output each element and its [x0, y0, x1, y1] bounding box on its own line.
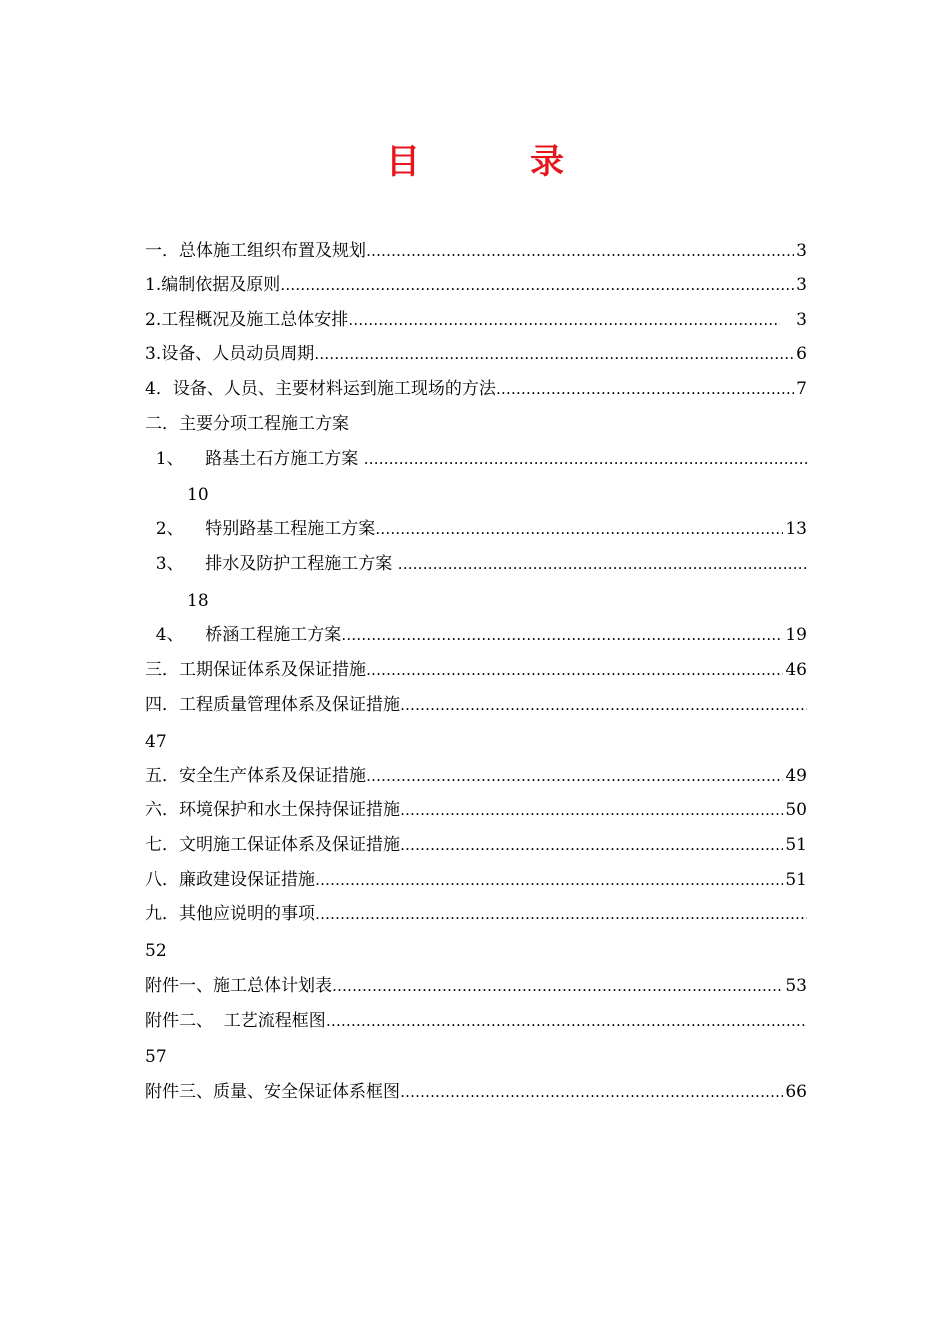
toc-entry[interactable]	[145, 869, 807, 891]
leader-dots	[348, 309, 780, 331]
toc-entry-page: 10	[187, 485, 209, 505]
toc-entry[interactable]	[145, 799, 807, 821]
leader-dots	[400, 1081, 783, 1103]
toc-entry[interactable]	[145, 274, 807, 296]
toc-entry-label: 八．廉政建设保证措施	[145, 870, 315, 890]
toc-entry-page: 7	[796, 379, 807, 399]
toc-entry-page: 53	[785, 976, 807, 996]
toc-entry-page: 50	[785, 800, 807, 820]
toc-entry[interactable]	[145, 518, 807, 540]
toc-entry-page: 3	[796, 241, 807, 261]
toc-entry[interactable]	[145, 343, 807, 365]
page-title	[0, 138, 950, 186]
leader-dots	[400, 799, 783, 821]
toc-entry-page: 47	[145, 732, 167, 752]
leader-dots	[400, 694, 807, 716]
toc-entry-label: 4、 桥涵工程施工方案	[145, 625, 342, 645]
leader-dots	[366, 659, 783, 681]
leader-dots	[496, 378, 794, 400]
toc-entry-label: 六．环境保护和水土保持保证措施	[145, 800, 400, 820]
leader-dots	[341, 624, 783, 646]
toc-entry[interactable]	[145, 834, 807, 856]
leader-dots	[364, 448, 807, 470]
toc-entry-page: 46	[785, 660, 807, 680]
toc-entry-page: 18	[187, 591, 209, 611]
leader-dots	[400, 834, 783, 856]
toc-entry-page: 13	[785, 519, 807, 539]
toc-entry-page: 19	[785, 625, 807, 645]
leader-dots	[280, 274, 794, 296]
toc-entry[interactable]	[145, 1081, 807, 1103]
toc-entry-label: 3.设备、人员动员周期	[145, 344, 315, 364]
leader-dots	[332, 975, 783, 997]
toc-entry-label: 四．工程质量管理体系及保证措施	[145, 695, 400, 715]
leader-dots	[398, 553, 807, 575]
toc-entry-page: 52	[145, 941, 167, 961]
toc-entry-label: 1.编制依据及原则	[145, 275, 281, 295]
toc-entry-label: 三．工期保证体系及保证措施	[145, 660, 366, 680]
toc-entry-page: 51	[785, 870, 807, 890]
toc-entry-label: 3、 排水及防护工程施工方案	[145, 554, 398, 574]
toc-entry[interactable]	[145, 240, 807, 262]
toc-entry-label: 附件一、施工总体计划表	[145, 976, 332, 996]
toc-section-heading[interactable]	[145, 413, 349, 435]
title-char-2: 录	[530, 142, 564, 182]
toc-entry-label: 五．安全生产体系及保证措施	[145, 766, 366, 786]
toc-entry-label: 七．文明施工保证体系及保证措施	[145, 835, 400, 855]
toc-entry-page: 57	[145, 1047, 167, 1067]
toc-entry-label: 一．总体施工组织布置及规划	[145, 241, 366, 261]
toc-entry-label: 2、 特别路基工程施工方案	[145, 519, 376, 539]
toc-entry-page: 3	[796, 275, 807, 295]
toc-entry-page: 3	[796, 310, 807, 330]
toc-entry-label: 1、 路基土石方施工方案	[145, 449, 364, 469]
leader-dots	[315, 869, 783, 891]
toc-entry-label: 4．设备、人员、主要材料运到施工现场的方法	[145, 379, 496, 399]
toc-entry-page: 66	[785, 1082, 807, 1102]
toc-entry-label: 附件三、质量、安全保证体系框图	[145, 1082, 400, 1102]
toc-entry[interactable]	[145, 624, 807, 646]
toc-entry[interactable]	[145, 765, 807, 787]
toc-entry[interactable]	[145, 553, 807, 575]
leader-dots	[314, 343, 794, 365]
leader-dots	[315, 903, 807, 925]
toc-entry[interactable]	[145, 378, 807, 400]
title-char-1: 目	[386, 142, 420, 182]
toc-entry[interactable]	[145, 448, 807, 470]
toc-entry[interactable]	[145, 309, 807, 331]
leader-dots	[366, 240, 794, 262]
toc-entry[interactable]	[145, 975, 807, 997]
toc-entry-label: 九．其他应说明的事项	[145, 904, 315, 924]
toc-entry-label: 2.工程概况及施工总体安排	[145, 310, 349, 330]
toc-entry-label: 二．主要分项工程施工方案	[145, 414, 349, 434]
toc-entry-page: 51	[785, 835, 807, 855]
toc-entry[interactable]	[145, 694, 807, 716]
toc-entry-page: 49	[785, 766, 807, 786]
leader-dots	[366, 765, 783, 787]
toc-entry[interactable]	[145, 903, 807, 925]
toc-entry[interactable]	[145, 659, 807, 681]
leader-dots	[375, 518, 783, 540]
leader-dots	[326, 1010, 807, 1032]
toc-entry-label: 附件二、 工艺流程框图	[145, 1011, 326, 1031]
toc-entry-page: 6	[796, 344, 807, 364]
toc-entry[interactable]	[145, 1010, 807, 1032]
